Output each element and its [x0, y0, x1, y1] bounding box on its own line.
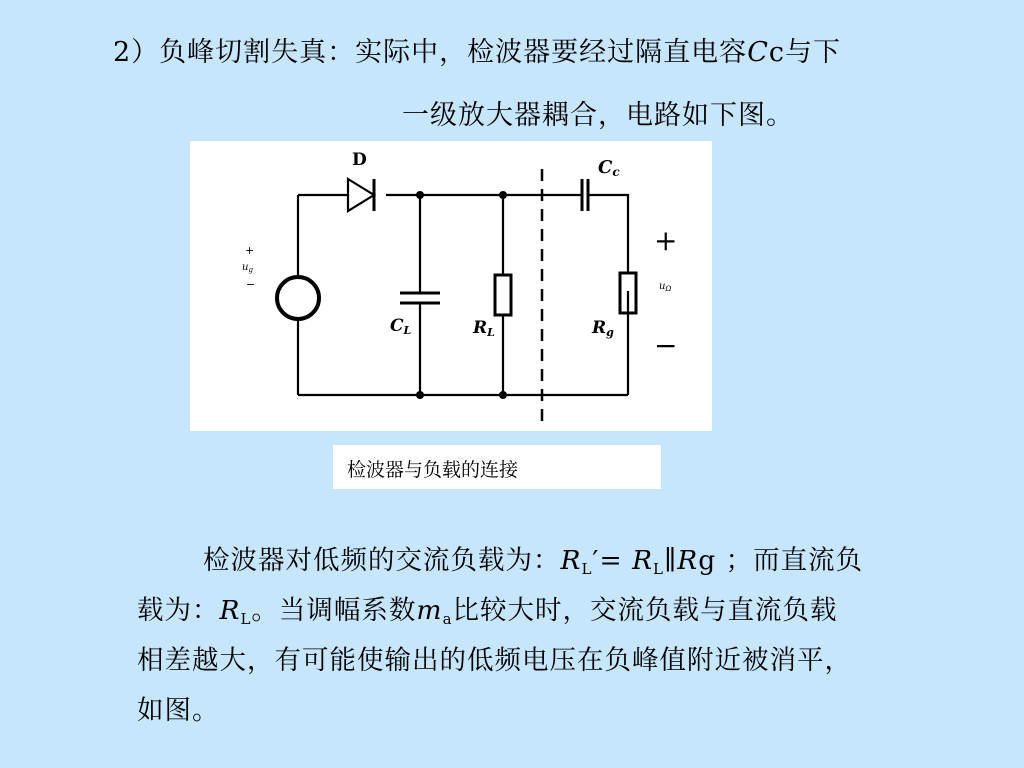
output-label: $u_\Omega$: [659, 281, 672, 293]
node-dot: [416, 191, 424, 199]
output-minus: −: [654, 329, 678, 362]
capacitor-cc: [582, 179, 588, 211]
top-right-wire: [588, 195, 628, 273]
capacitor-symbol-sub: c: [768, 37, 785, 68]
paragraph-line-2: 载为：$R_L$。当调幅系数$m_a$比较大时，交流负载与直流负载: [137, 595, 838, 628]
cc-label: Cc: [598, 157, 620, 179]
heading-line-2: 一级放大器耦合，电路如下图。: [402, 100, 794, 131]
diagram-caption: 检波器与负载的连接: [333, 445, 661, 489]
voltage-source: [277, 277, 319, 319]
capacitor-symbol: C: [747, 37, 769, 68]
heading-line-1-prefix: 2）负峰切割失真：实际中，检波器要经过隔直电容: [113, 37, 748, 68]
rl-label: RL: [473, 318, 495, 339]
rg-label: Rg: [592, 318, 614, 339]
diode-label: D: [352, 150, 367, 170]
paragraph-line-3: 相差越大，有可能使输出的低频电压在负峰值附近被消平，: [137, 645, 852, 676]
circuit-diagram: [190, 141, 712, 431]
output-plus: +: [654, 224, 678, 257]
node-dot: [416, 391, 424, 399]
paragraph-line-1: 检波器对低频的交流负载为：$R_L'=$ $R_L\parallel Rg$ ；而直流负: [203, 545, 864, 578]
capacitor-cl: [400, 293, 440, 303]
circuit-svg: [190, 141, 712, 431]
diode-triangle: [348, 179, 374, 211]
source-label: $u_g$: [242, 262, 253, 274]
cl-label: CL: [390, 316, 412, 337]
node-dot: [499, 391, 507, 399]
node-dot: [499, 191, 507, 199]
source-minus: −: [246, 278, 256, 291]
heading-line-1-suffix: 与下: [784, 37, 841, 68]
body-paragraph: [137, 536, 997, 736]
resistor-rl: [495, 275, 511, 315]
heading-line-1: [113, 30, 841, 69]
source-plus: +: [245, 244, 255, 257]
paragraph-line-4: 如图。: [137, 695, 220, 726]
